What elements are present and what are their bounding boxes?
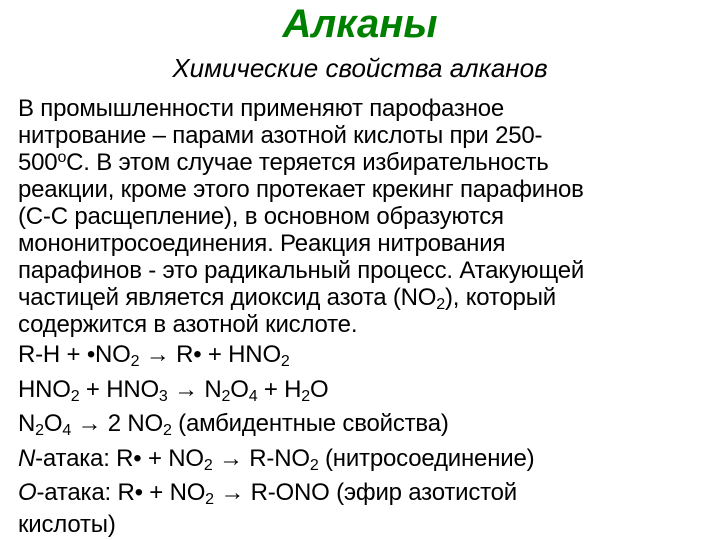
reaction-text: O — [43, 410, 63, 437]
reaction-text: N — [197, 375, 222, 403]
reaction-3 — [18, 407, 716, 442]
subscript: 2 — [436, 296, 445, 313]
paragraph-text: С. В этом случае теряется избирательность — [66, 149, 549, 176]
subscript: 2 — [70, 387, 80, 405]
paragraph-line — [18, 284, 716, 311]
reaction-arrow: → — [220, 479, 245, 506]
reaction-2 — [18, 373, 716, 408]
paragraph-line — [18, 149, 716, 176]
reaction-text: -атака: R — [36, 479, 135, 506]
reaction-4 — [18, 442, 716, 477]
slide-subtitle: Химические свойства алканов — [172, 53, 548, 83]
reaction-text: NO — [95, 341, 131, 368]
reaction-text: + HNO — [201, 341, 281, 368]
subscript: 2 — [205, 491, 214, 508]
reaction-text: 2 NO — [101, 410, 163, 437]
degree-mark: o — [57, 149, 67, 166]
reaction-text: HNO — [18, 375, 71, 403]
reaction-text: O — [309, 375, 329, 403]
reaction-1 — [18, 338, 716, 373]
paragraph-text: частицей является диоксид азота (NO — [18, 284, 437, 311]
slide-body — [18, 95, 716, 538]
reaction-text: (нитросоединение) — [318, 444, 535, 472]
radical-dot: • — [134, 479, 143, 506]
reaction-text: + HNO — [79, 375, 159, 403]
subscript: 2 — [301, 387, 310, 405]
radical-dot: • — [86, 341, 96, 368]
reaction-5-continuation: кислоты) — [18, 510, 116, 538]
reaction-text: + NO — [141, 444, 204, 472]
attack-type-prefix: N — [18, 444, 36, 472]
radical-dot: • — [193, 341, 202, 368]
attack-type-prefix: O — [18, 479, 37, 506]
radical-dot: • — [133, 444, 142, 472]
paragraph-text: ), который — [444, 284, 556, 311]
subscript: 2 — [221, 387, 231, 405]
reaction-text: O — [230, 375, 249, 403]
reaction-text: R-H + — [18, 341, 87, 368]
slide-title: Алканы — [282, 2, 438, 46]
subscript: 4 — [62, 422, 72, 439]
reaction-text: (амбидентные свойства) — [171, 410, 449, 437]
subscript: 2 — [130, 353, 140, 370]
reaction-text: + NO — [142, 479, 206, 506]
paragraph-line: мононитросоединения. Реакция нитрования — [18, 230, 506, 257]
paragraph-line: В промышленности применяют парофазное — [18, 95, 505, 122]
reaction-text: R-ONO (эфир азотистой — [244, 479, 517, 506]
reaction-text: -атака: R — [35, 444, 134, 472]
reaction-arrow: → — [219, 444, 243, 472]
subscript: 3 — [158, 387, 168, 405]
reaction-5 — [18, 476, 716, 511]
subscript: 2 — [280, 353, 290, 370]
subscript: 4 — [248, 387, 258, 405]
paragraph-line: нитрование – парами азотной кислоты при 250- — [18, 122, 543, 149]
reaction-text: N — [18, 410, 36, 437]
reaction-text: R-NO — [242, 444, 310, 472]
paragraph-line: содержится в азотной кислоте. — [18, 311, 358, 338]
paragraph-line: парафинов - это радикальный процесс. Атакующей — [18, 257, 585, 284]
reaction-text: + H — [257, 375, 302, 403]
subscript: 2 — [35, 422, 44, 439]
subscript: 2 — [203, 456, 213, 474]
temperature-value: 500 — [18, 149, 58, 176]
subscript: 2 — [309, 456, 319, 474]
reaction-text: R — [169, 341, 194, 368]
reaction-arrow: → — [77, 410, 102, 437]
paragraph-line: (С-С расщепление), в основном образуются — [18, 203, 504, 230]
subscript: 2 — [162, 422, 172, 439]
reaction-arrow: → — [174, 375, 198, 403]
reaction-arrow: → — [145, 341, 170, 368]
paragraph-line: реакции, кроме этого протекает крекинг парафинов — [18, 176, 584, 203]
